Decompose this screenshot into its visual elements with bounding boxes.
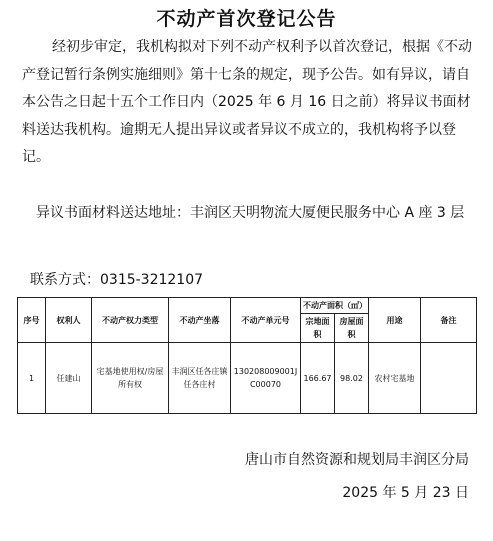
header-house-area: 房屋面积 (335, 314, 369, 343)
cell-usage: 农村宅基地 (369, 343, 421, 414)
header-usage: 用途 (369, 298, 421, 343)
header-right-type: 不动产权力类型 (92, 298, 169, 343)
header-seq: 序号 (18, 298, 46, 343)
cell-land-area: 166.67 (301, 343, 335, 414)
registration-table (17, 297, 477, 414)
header-remarks: 备注 (421, 298, 477, 343)
issuing-authority: 唐山市自然资源和规划局丰润区分局 (245, 452, 469, 468)
contact-info: 联系方式：0315-3212107 (30, 272, 204, 288)
header-area-group: 不动产面积（㎡） (301, 298, 369, 314)
header-unit-no: 不动产单元号 (231, 298, 301, 343)
cell-house-area: 98.02 (335, 343, 369, 414)
header-land-area: 宗地面积 (301, 314, 335, 343)
table-row (18, 343, 477, 414)
objection-address: 异议书面材料送达地址：丰润区天明物流大厦便民服务中心 A 座 3 层 (36, 205, 465, 221)
table-header-row (18, 298, 477, 314)
header-location: 不动产坐落 (169, 298, 231, 343)
cell-seq: 1 (18, 343, 46, 414)
issue-date: 2025 年 5 月 23 日 (342, 485, 469, 501)
cell-right-type: 宅基地使用权/房屋所有权 (92, 343, 169, 414)
header-owner: 权利人 (46, 298, 92, 343)
cell-location: 丰润区任各庄镇任各庄村 (169, 343, 231, 414)
notice-title: 不动产首次登记公告 (156, 8, 337, 30)
notice-body-paragraph: 经初步审定，我机构拟对下列不动产权利予以首次登记，根据《不动产登记暂行条例实施细则》第十七条的规定，现予公告。如有异议，请自本公告之日起十五个工作日内（2025 年 6 月 16 日之前）将异议书面材料送达我机构。逾期无人提出异议或者异议不成立的，我机构将予以登记。 (22, 39, 472, 165)
cell-remarks (421, 343, 477, 414)
cell-unit-no: 130208009001JC00070 (231, 343, 301, 414)
cell-owner: 任建山 (46, 343, 92, 414)
